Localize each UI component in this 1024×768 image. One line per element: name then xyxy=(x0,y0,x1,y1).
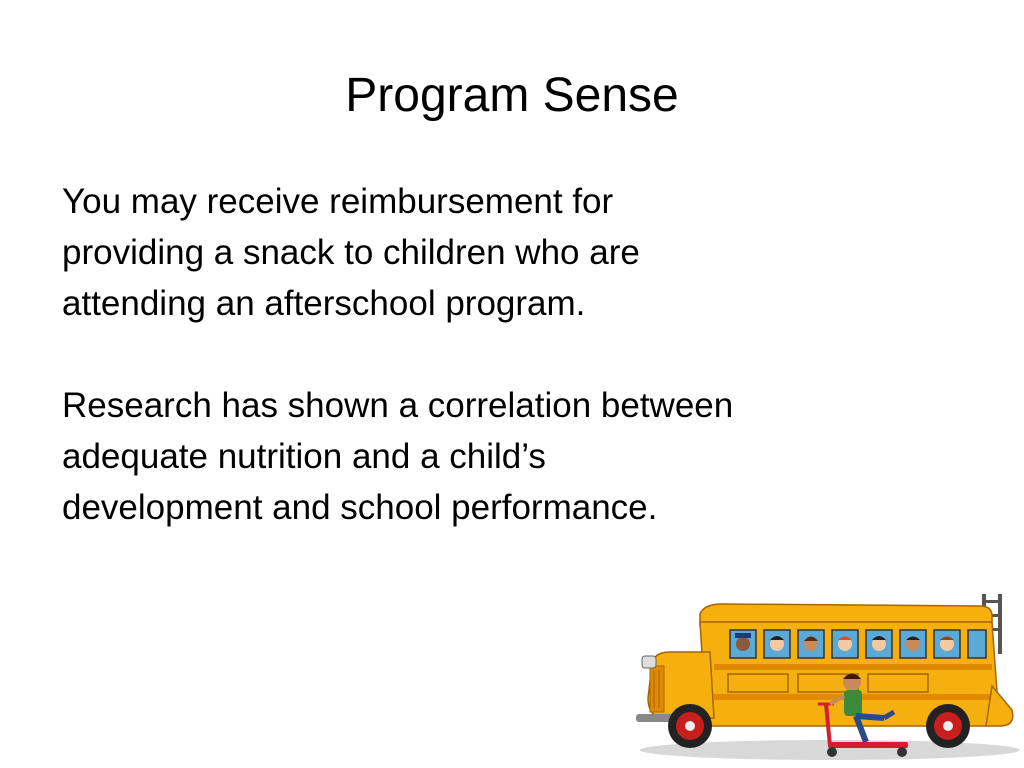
text-line: development and school performance. xyxy=(62,488,658,527)
paragraph-reimbursement xyxy=(62,176,902,329)
school-bus-icon xyxy=(630,586,1022,766)
text-line: You may receive reimbursement for xyxy=(62,182,614,221)
text-line: Research has shown a correlation between xyxy=(62,386,734,425)
text-line: adequate nutrition and a child’s xyxy=(62,437,546,476)
paragraph-research xyxy=(62,380,902,533)
text-line: attending an afterschool program. xyxy=(62,284,586,323)
slide-title: Program Sense xyxy=(345,69,679,122)
paragraph-gap xyxy=(62,329,902,380)
text-line: providing a snack to children who are xyxy=(62,233,640,272)
slide-body xyxy=(62,176,902,533)
